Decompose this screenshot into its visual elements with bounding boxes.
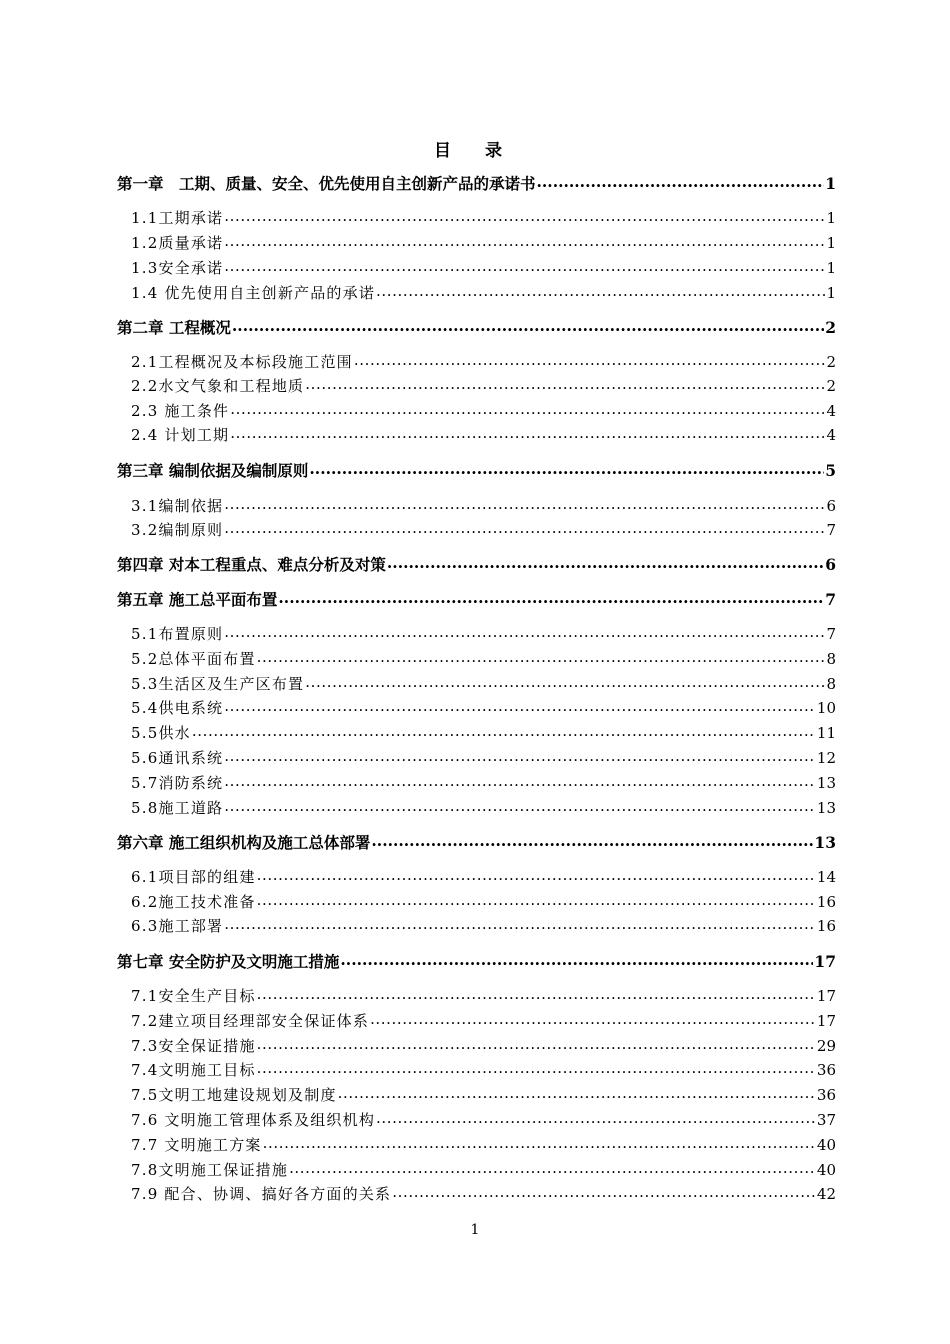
- toc-section-entry[interactable]: [131, 1083, 836, 1105]
- toc-entry-page: 16: [816, 893, 836, 911]
- toc-dot-leader: [289, 1160, 816, 1180]
- toc-section-entry[interactable]: [131, 231, 836, 253]
- toc-entry-page: 2: [826, 353, 836, 371]
- toc-section-entry[interactable]: [131, 1058, 836, 1080]
- table-of-contents: [117, 0, 836, 1344]
- toc-dot-leader: [224, 916, 816, 936]
- toc-entry-page: 6: [826, 497, 836, 515]
- toc-section-entry[interactable]: [131, 796, 836, 818]
- toc-chapter-entry[interactable]: [117, 950, 836, 972]
- toc-entry-page: 36: [816, 1086, 836, 1104]
- toc-dot-leader: [354, 352, 826, 372]
- toc-entry-page: 12: [816, 749, 836, 767]
- toc-entry-title: 7.7 文明施工方案: [131, 1136, 262, 1154]
- toc-dot-leader: [305, 376, 825, 396]
- toc-entry-page: 7: [826, 625, 836, 643]
- toc-dot-leader: [230, 401, 825, 421]
- toc-dot-leader: [224, 698, 816, 718]
- toc-entry-title: 5.1布置原则: [131, 625, 224, 643]
- toc-entry-page: 40: [816, 1136, 836, 1154]
- toc-entry-page: 6: [825, 555, 836, 574]
- toc-entry-page: 10: [816, 699, 836, 717]
- toc-section-entry[interactable]: [131, 494, 836, 516]
- page-number: 1: [470, 1222, 480, 1238]
- toc-entry-title: 1.3安全承诺: [131, 259, 224, 277]
- toc-entry-title: 3.2编制原则: [131, 521, 224, 539]
- toc-entry-page: 1: [825, 174, 836, 193]
- toc-dot-leader: [224, 520, 825, 540]
- toc-dot-leader: [392, 1184, 816, 1204]
- toc-entry-title: 第三章 编制依据及编制原则: [117, 461, 309, 480]
- toc-entry-title: 7.2建立项目经理部安全保证体系: [131, 1012, 370, 1030]
- toc-section-entry[interactable]: [131, 1108, 836, 1130]
- toc-entry-title: 7.3安全保证措施: [131, 1037, 256, 1055]
- toc-section-entry[interactable]: [131, 350, 836, 372]
- toc-entry-page: 1: [826, 209, 836, 227]
- toc-dot-leader: [232, 318, 824, 338]
- toc-section-entry[interactable]: [131, 622, 836, 644]
- toc-entry-title: 7.5文明工地建设规划及制度: [131, 1086, 337, 1104]
- toc-entry-title: 1.4 优先使用自主创新产品的承诺: [131, 284, 376, 302]
- toc-entry-title: 2.4 计划工期: [131, 426, 230, 444]
- toc-entry-title: 2.2水文气象和工程地质: [131, 377, 305, 395]
- toc-entry-title: 7.8文明施工保证措施: [131, 1161, 289, 1179]
- toc-section-entry[interactable]: [131, 399, 836, 421]
- toc-dot-leader: [257, 986, 816, 1006]
- toc-chapter-entry[interactable]: [117, 831, 836, 853]
- toc-entry-title: 2.3 施工条件: [131, 402, 230, 420]
- toc-dot-leader: [224, 233, 825, 253]
- toc-entry-page: 14: [816, 868, 836, 886]
- toc-section-entry[interactable]: [131, 1009, 836, 1031]
- toc-section-entry[interactable]: [131, 890, 836, 912]
- toc-entry-page: 5: [825, 461, 836, 480]
- toc-entry-page: 13: [814, 833, 836, 852]
- toc-entry-page: 2: [825, 318, 836, 337]
- toc-entry-page: 1: [826, 234, 836, 252]
- toc-section-entry[interactable]: [131, 1034, 836, 1056]
- toc-entry-page: 17: [816, 1012, 836, 1030]
- toc-dot-leader: [257, 1060, 816, 1080]
- toc-entry-page: 36: [816, 1061, 836, 1079]
- toc-section-entry[interactable]: [131, 865, 836, 887]
- toc-section-entry[interactable]: [131, 1182, 836, 1204]
- toc-dot-leader: [376, 1110, 816, 1130]
- toc-entry-title: 7.1安全生产目标: [131, 987, 256, 1005]
- toc-dot-leader: [370, 1011, 816, 1031]
- toc-dot-leader: [257, 892, 816, 912]
- toc-entry-page: 8: [826, 650, 836, 668]
- toc-chapter-entry[interactable]: [117, 553, 836, 575]
- toc-dot-leader: [257, 649, 826, 669]
- toc-entry-title: 7.9 配合、协调、搞好各方面的关系: [131, 1185, 392, 1203]
- toc-section-entry[interactable]: [131, 1133, 836, 1155]
- toc-entry-title: 6.3施工部署: [131, 917, 224, 935]
- toc-section-entry[interactable]: [131, 423, 836, 445]
- toc-entry-page: 37: [816, 1111, 836, 1129]
- toc-entry-title: 5.6通讯系统: [131, 749, 224, 767]
- toc-dot-leader: [278, 590, 824, 610]
- toc-entry-page: 4: [826, 402, 836, 420]
- toc-entry-page: 11: [816, 724, 836, 742]
- toc-section-entry[interactable]: [131, 374, 836, 396]
- toc-entry-title: 3.1编制依据: [131, 497, 224, 515]
- toc-entry-page: 17: [814, 952, 836, 971]
- toc-entry-page: 7: [826, 521, 836, 539]
- toc-section-entry[interactable]: [131, 647, 836, 669]
- toc-entry-page: 8: [826, 675, 836, 693]
- toc-entry-page: 16: [816, 917, 836, 935]
- toc-entry-page: 1: [826, 284, 836, 302]
- toc-dot-leader: [371, 833, 813, 853]
- toc-entry-title: 第一章 工期、质量、安全、优先使用自主创新产品的承诺书: [117, 174, 536, 193]
- toc-dot-leader: [305, 674, 825, 694]
- toc-section-entry[interactable]: [131, 256, 836, 278]
- toc-chapter-entry[interactable]: [117, 172, 836, 194]
- toc-section-entry[interactable]: [131, 281, 836, 303]
- toc-entry-page: 1: [826, 259, 836, 277]
- toc-section-entry[interactable]: [131, 914, 836, 936]
- toc-entry-title: 5.2总体平面布置: [131, 650, 256, 668]
- toc-entry-title: 第二章 工程概况: [117, 318, 231, 337]
- toc-dot-leader: [263, 1135, 816, 1155]
- toc-entry-page: 13: [816, 799, 836, 817]
- toc-entry-title: 第四章 对本工程重点、难点分析及对策: [117, 555, 386, 574]
- toc-dot-leader: [224, 496, 825, 516]
- toc-entry-title: 第五章 施工总平面布置: [117, 590, 278, 609]
- toc-dot-leader: [192, 723, 816, 743]
- toc-section-entry[interactable]: [131, 721, 836, 743]
- toc-section-entry[interactable]: [131, 518, 836, 540]
- toc-entry-title: 6.2施工技术准备: [131, 893, 256, 911]
- toc-section-entry[interactable]: [131, 1158, 836, 1180]
- toc-dot-leader: [257, 1036, 816, 1056]
- toc-entry-title: 7.4文明施工目标: [131, 1061, 256, 1079]
- toc-entry-title: 6.1项目部的组建: [131, 868, 256, 886]
- toc-entry-title: 5.7消防系统: [131, 774, 224, 792]
- toc-entry-page: 4: [826, 426, 836, 444]
- toc-entry-page: 29: [816, 1037, 836, 1055]
- toc-dot-leader: [224, 773, 816, 793]
- toc-section-entry[interactable]: [131, 206, 836, 228]
- toc-chapter-entry[interactable]: [117, 316, 836, 338]
- toc-entry-page: 42: [816, 1185, 836, 1203]
- toc-entry-page: 40: [816, 1161, 836, 1179]
- toc-entry-page: 2: [826, 377, 836, 395]
- toc-entry-title: 7.6 文明施工管理体系及组织机构: [131, 1111, 376, 1129]
- toc-dot-leader: [224, 208, 825, 228]
- toc-dot-leader: [537, 174, 825, 194]
- toc-entry-title: 1.2质量承诺: [131, 234, 224, 252]
- toc-section-entry[interactable]: [131, 771, 836, 793]
- toc-dot-leader: [257, 867, 816, 887]
- toc-dot-leader: [230, 425, 825, 445]
- toc-entry-title: 第六章 施工组织机构及施工总体部署: [117, 833, 371, 852]
- toc-dot-leader: [387, 555, 824, 575]
- toc-entry-page: 13: [816, 774, 836, 792]
- toc-dot-leader: [224, 624, 825, 644]
- toc-section-entry[interactable]: [131, 672, 836, 694]
- toc-entry-title: 5.8施工道路: [131, 799, 224, 817]
- toc-dot-leader: [224, 748, 816, 768]
- toc-entry-title: 第七章 安全防护及文明施工措施: [117, 952, 340, 971]
- toc-entry-title: 2.1工程概况及本标段施工范围: [131, 353, 353, 371]
- toc-section-entry[interactable]: [131, 696, 836, 718]
- toc-section-entry[interactable]: [131, 984, 836, 1006]
- toc-entry-title: 5.4供电系统: [131, 699, 224, 717]
- toc-dot-leader: [340, 952, 813, 972]
- toc-entry-page: 7: [825, 590, 836, 609]
- toc-title: 目 录: [434, 141, 516, 161]
- toc-dot-leader: [376, 283, 825, 303]
- toc-chapter-entry[interactable]: [117, 588, 836, 610]
- toc-entry-title: 5.5供水: [131, 724, 191, 742]
- toc-chapter-entry[interactable]: [117, 459, 836, 481]
- toc-entry-title: 1.1工期承诺: [131, 209, 224, 227]
- toc-entry-page: 17: [816, 987, 836, 1005]
- toc-dot-leader: [309, 461, 824, 481]
- toc-dot-leader: [338, 1085, 816, 1105]
- toc-dot-leader: [224, 258, 825, 278]
- toc-section-entry[interactable]: [131, 746, 836, 768]
- toc-entry-title: 5.3生活区及生产区布置: [131, 675, 305, 693]
- toc-dot-leader: [224, 798, 816, 818]
